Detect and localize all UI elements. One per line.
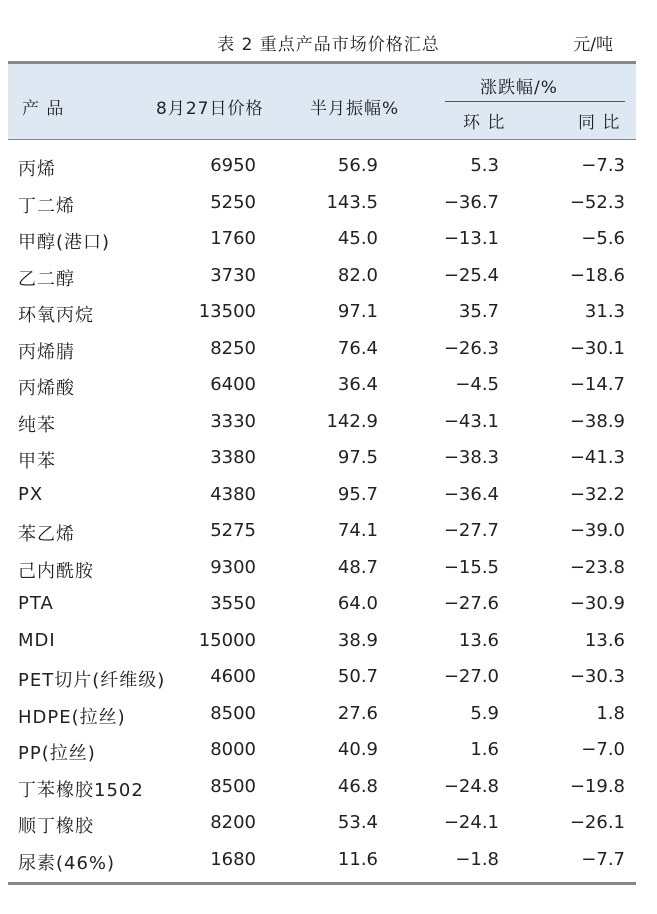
header-change-rule [445,101,625,102]
product-name: 乙二醇 [18,268,75,290]
yoy-cell: −30.3 [569,666,625,687]
table-header [8,64,636,139]
yoy-cell: −18.6 [569,264,625,286]
yoy-cell: −30.9 [569,593,625,614]
price-cell: 15000 [198,629,256,651]
product-name: 环氧丙烷 [18,305,94,326]
product-name: 丁苯橡胶1502 [18,779,144,801]
product-name: 甲醇(港口) [18,232,111,253]
table-row [8,441,636,478]
table-row [8,697,636,734]
table-title: 表 2 重点产品市场价格汇总 [217,35,440,55]
swing-cell: 50.7 [337,666,378,687]
mom-cell: −43.1 [443,410,499,432]
yoy-cell: −7.7 [581,848,625,870]
price-cell: 8200 [210,812,256,833]
header-swing: 半月振幅% [310,99,400,119]
header-price: 8月27日价格 [156,99,264,119]
header-mom: 环 比 [463,113,506,133]
mom-cell: −27.0 [443,666,499,687]
mom-cell: −36.4 [443,483,499,505]
table-row [8,551,636,588]
product-name: 丙烯 [18,159,56,180]
product-name: PX [18,483,44,505]
product-name: PP(拉丝) [18,743,96,764]
product-name: 丙烯酸 [18,378,75,399]
table-row [8,806,636,843]
swing-cell: 38.9 [337,629,378,651]
table-row [8,149,636,186]
price-cell: 8500 [210,775,256,797]
swing-cell: 11.6 [337,848,378,870]
swing-cell: 95.7 [337,483,378,505]
table-caption [0,28,657,56]
header-change: 涨跌幅/% [480,78,558,98]
price-cell: 4600 [210,666,256,687]
price-cell: 3730 [210,264,256,286]
yoy-cell: −38.9 [569,410,625,432]
yoy-cell: 1.8 [596,702,625,724]
mom-cell: −15.5 [443,556,499,578]
mom-cell: 5.3 [470,155,499,176]
price-cell: 6400 [210,374,256,395]
swing-cell: 36.4 [337,374,378,395]
mom-cell: −38.3 [443,447,499,468]
mom-cell: 5.9 [470,702,499,724]
mom-cell: 1.6 [470,739,499,760]
mom-cell: −27.6 [443,593,499,614]
product-name: 丙烯腈 [18,341,75,363]
price-cell: 9300 [210,556,256,578]
swing-cell: 82.0 [337,264,378,286]
mom-cell: −26.3 [443,337,499,359]
yoy-cell: −7.0 [581,739,625,760]
swing-cell: 64.0 [337,593,378,614]
price-cell: 8500 [210,702,256,724]
yoy-cell: −32.2 [569,483,625,505]
table-row [8,587,636,624]
swing-cell: 53.4 [337,812,378,833]
mom-cell: 35.7 [458,301,499,322]
table-row [8,733,636,770]
swing-cell: 40.9 [337,739,378,760]
table-row [8,405,636,442]
price-cell: 6950 [210,155,256,176]
product-name: HDPE(拉丝) [18,706,126,728]
product-name: 顺丁橡胶 [18,816,94,837]
yoy-cell: −5.6 [581,228,625,249]
product-name: 纯苯 [18,414,56,436]
price-cell: 5250 [210,191,256,213]
swing-cell: 56.9 [337,155,378,176]
yoy-cell: 13.6 [584,629,625,651]
table-row [8,332,636,369]
table-row [8,624,636,661]
yoy-cell: 31.3 [584,301,625,322]
product-name: 丁二烯 [18,195,75,217]
product-name: 甲苯 [18,451,56,472]
yoy-cell: −39.0 [569,520,625,541]
table-row [8,478,636,515]
swing-cell: 48.7 [337,556,378,578]
table-row [8,222,636,259]
yoy-cell: −14.7 [569,374,625,395]
product-name: MDI [18,629,56,651]
mom-cell: −24.8 [443,775,499,797]
product-name: 苯乙烯 [18,524,75,545]
yoy-cell: −19.8 [569,775,625,797]
swing-cell: 45.0 [337,228,378,249]
mom-cell: −36.7 [443,191,499,213]
product-name: 尿素(46%) [18,852,116,874]
price-cell: 5275 [210,520,256,541]
price-cell: 1760 [210,228,256,249]
swing-cell: 46.8 [337,775,378,797]
table-row [8,514,636,551]
header-yoy: 同 比 [578,113,621,133]
mom-cell: −24.1 [443,812,499,833]
table-row [8,770,636,807]
mom-cell: −25.4 [443,264,499,286]
table-row [8,186,636,223]
header-product: 产 品 [22,99,65,119]
yoy-cell: −7.3 [581,155,625,176]
price-cell: 8250 [210,337,256,359]
yoy-cell: −30.1 [569,337,625,359]
bottom-rule [8,882,636,885]
product-name: PET切片(纤维级) [18,670,166,691]
mom-cell: −4.5 [455,374,499,395]
swing-cell: 97.1 [337,301,378,322]
table-row [8,368,636,405]
table-unit: 元/吨 [573,35,613,55]
price-cell: 3330 [210,410,256,432]
table-row [8,843,636,880]
swing-cell: 76.4 [337,337,378,359]
price-cell: 3550 [210,593,256,614]
swing-cell: 143.5 [326,191,378,213]
price-cell: 3380 [210,447,256,468]
swing-cell: 142.9 [326,410,378,432]
product-name: PTA [18,593,54,614]
price-cell: 8000 [210,739,256,760]
mom-cell: −1.8 [455,848,499,870]
price-cell: 13500 [198,301,256,322]
price-table [8,61,636,885]
yoy-cell: −41.3 [569,447,625,468]
mom-cell: −13.1 [443,228,499,249]
table-row [8,660,636,697]
yoy-cell: −26.1 [569,812,625,833]
mom-cell: 13.6 [458,629,499,651]
yoy-cell: −23.8 [569,556,625,578]
table-row [8,295,636,332]
table-body [8,140,636,879]
yoy-cell: −52.3 [569,191,625,213]
swing-cell: 27.6 [337,702,378,724]
table-row [8,259,636,296]
swing-cell: 74.1 [337,520,378,541]
price-cell: 1680 [210,848,256,870]
mom-cell: −27.7 [443,520,499,541]
product-name: 己内酰胺 [18,560,94,582]
price-cell: 4380 [210,483,256,505]
swing-cell: 97.5 [337,447,378,468]
